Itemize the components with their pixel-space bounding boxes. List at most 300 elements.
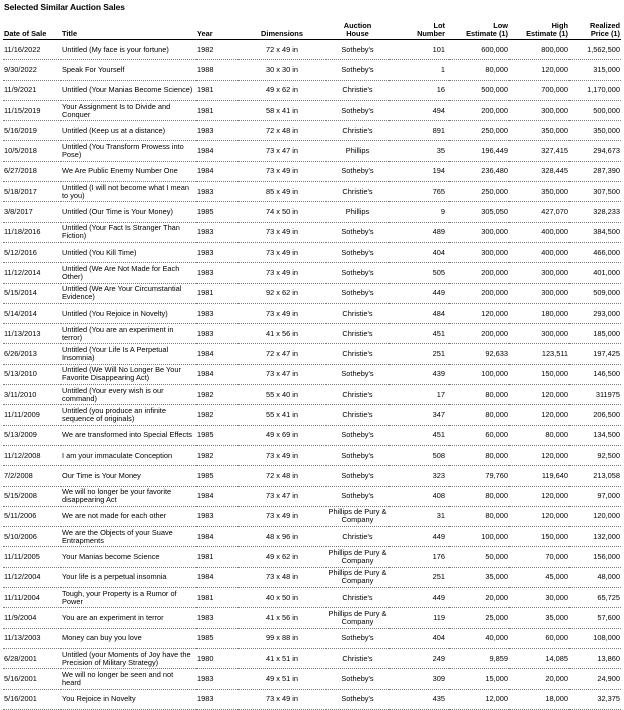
cell-low-estimate: 15,000 (449, 669, 509, 689)
cell-high-estimate: 120,000 (509, 486, 569, 506)
table-row (3, 344, 621, 364)
cell-date: 5/15/2008 (3, 486, 61, 506)
cell-dimensions: 73 x 47 in (238, 486, 326, 506)
auction-sales-table (3, 12, 621, 710)
col-low-estimate: Low Estimate (1) (449, 12, 509, 40)
cell-auction-house: Phillips (326, 202, 389, 222)
cell-realized-price: 120,000 (569, 506, 621, 526)
cell-dimensions: 49 x 62 in (238, 547, 326, 567)
cell-year: 1983 (196, 121, 238, 141)
table-row (3, 689, 621, 709)
cell-low-estimate: 25,000 (449, 608, 509, 628)
cell-dimensions: 48 x 96 in (238, 527, 326, 547)
cell-auction-house: Christie's (326, 588, 389, 608)
cell-high-estimate: 700,000 (509, 80, 569, 100)
cell-dimensions: 73 x 49 in (238, 222, 326, 242)
cell-low-estimate: 196,449 (449, 141, 509, 161)
cell-auction-house: Christie's (326, 303, 389, 323)
cell-low-estimate: 300,000 (449, 222, 509, 242)
cell-low-estimate: 79,760 (449, 466, 509, 486)
cell-year: 1982 (196, 405, 238, 425)
cell-dimensions: 73 x 49 in (238, 689, 326, 709)
cell-year: 1983 (196, 263, 238, 283)
cell-lot-number: 17 (389, 385, 449, 405)
cell-date: 9/30/2022 (3, 60, 61, 80)
cell-year: 1982 (196, 385, 238, 405)
cell-lot-number: 765 (389, 182, 449, 202)
cell-lot-number: 176 (389, 547, 449, 567)
cell-high-estimate: 18,000 (509, 689, 569, 709)
cell-realized-price: 32,375 (569, 689, 621, 709)
cell-year: 1988 (196, 60, 238, 80)
cell-year: 1983 (196, 242, 238, 262)
cell-low-estimate: 80,000 (449, 385, 509, 405)
cell-year: 1981 (196, 588, 238, 608)
cell-lot-number: 347 (389, 405, 449, 425)
table-row (3, 648, 621, 668)
cell-dimensions: 41 x 56 in (238, 324, 326, 344)
cell-title: Speak For Yourself (61, 60, 196, 80)
cell-date: 11/11/2009 (3, 405, 61, 425)
cell-realized-price: 97,000 (569, 486, 621, 506)
cell-auction-house: Christie's (326, 121, 389, 141)
cell-low-estimate: 80,000 (449, 486, 509, 506)
cell-dimensions: 73 x 49 in (238, 161, 326, 181)
cell-title: Untitled (We Are Not Made for Each Other) (61, 263, 196, 283)
cell-high-estimate: 120,000 (509, 385, 569, 405)
table-body (3, 40, 621, 710)
table-row (3, 608, 621, 628)
cell-dimensions: 40 x 50 in (238, 588, 326, 608)
cell-realized-price: 92,500 (569, 445, 621, 465)
cell-realized-price: 328,233 (569, 202, 621, 222)
page-title: Selected Similar Auction Sales (4, 2, 125, 12)
cell-low-estimate: 20,000 (449, 588, 509, 608)
cell-date: 5/10/2006 (3, 527, 61, 547)
col-date-of-sale: Date of Sale (3, 12, 61, 40)
table-row (3, 669, 621, 689)
col-title: Title (61, 12, 196, 40)
cell-auction-house: Christie's (326, 527, 389, 547)
cell-low-estimate: 50,000 (449, 547, 509, 567)
table-row (3, 80, 621, 100)
col-auction-house: Auction House (326, 12, 389, 40)
cell-date: 10/5/2018 (3, 141, 61, 161)
cell-realized-price: 500,000 (569, 100, 621, 120)
table-row (3, 527, 621, 547)
cell-year: 1985 (196, 628, 238, 648)
cell-auction-house: Phillips de Pury & Company (326, 608, 389, 628)
cell-year: 1983 (196, 182, 238, 202)
cell-lot-number: 16 (389, 80, 449, 100)
cell-low-estimate: 200,000 (449, 324, 509, 344)
cell-year: 1981 (196, 283, 238, 303)
cell-realized-price: 384,500 (569, 222, 621, 242)
cell-realized-price: 466,000 (569, 242, 621, 262)
cell-year: 1983 (196, 689, 238, 709)
cell-low-estimate: 250,000 (449, 121, 509, 141)
cell-auction-house: Sotheby's (326, 222, 389, 242)
cell-title: We are not made for each other (61, 506, 196, 526)
cell-realized-price: 307,500 (569, 182, 621, 202)
cell-date: 11/12/2008 (3, 445, 61, 465)
cell-high-estimate: 427,070 (509, 202, 569, 222)
cell-title: We are the Objects of your Suave Entrapments (61, 527, 196, 547)
cell-high-estimate: 350,000 (509, 182, 569, 202)
cell-realized-price: 206,500 (569, 405, 621, 425)
cell-title: Tough, your Property is a Rumor of Power (61, 588, 196, 608)
cell-date: 11/13/2003 (3, 628, 61, 648)
cell-lot-number: 435 (389, 689, 449, 709)
cell-year: 1985 (196, 202, 238, 222)
cell-title: Your Manias become Science (61, 547, 196, 567)
table-row (3, 60, 621, 80)
cell-realized-price: 401,000 (569, 263, 621, 283)
cell-dimensions: 72 x 49 in (238, 40, 326, 60)
cell-dimensions: 73 x 49 in (238, 506, 326, 526)
cell-high-estimate: 400,000 (509, 222, 569, 242)
cell-high-estimate: 60,000 (509, 628, 569, 648)
cell-title: Untitled (You Rejoice in Novelty) (61, 303, 196, 323)
cell-year: 1980 (196, 648, 238, 668)
cell-title: We Are Public Enemy Number One (61, 161, 196, 181)
table-row (3, 100, 621, 120)
cell-title: Your Assignment Is to Divide and Conquer (61, 100, 196, 120)
cell-high-estimate: 800,000 (509, 40, 569, 60)
cell-dimensions: 72 x 48 in (238, 466, 326, 486)
cell-lot-number: 35 (389, 141, 449, 161)
cell-title: Untitled (We Will No Longer Be Your Favorite Disappearing Act) (61, 364, 196, 384)
cell-auction-house: Phillips (326, 141, 389, 161)
cell-high-estimate: 300,000 (509, 283, 569, 303)
cell-auction-house: Phillips de Pury & Company (326, 547, 389, 567)
cell-lot-number: 408 (389, 486, 449, 506)
cell-lot-number: 449 (389, 527, 449, 547)
cell-auction-house: Phillips de Pury & Company (326, 567, 389, 587)
cell-auction-house: Sotheby's (326, 628, 389, 648)
cell-date: 5/14/2014 (3, 303, 61, 323)
cell-date: 11/9/2021 (3, 80, 61, 100)
cell-title: Untitled (Keep us at a distance) (61, 121, 196, 141)
cell-title: Our Time is Your Money (61, 466, 196, 486)
cell-auction-house: Sotheby's (326, 60, 389, 80)
cell-high-estimate: 30,000 (509, 588, 569, 608)
cell-lot-number: 251 (389, 344, 449, 364)
cell-date: 6/26/2013 (3, 344, 61, 364)
cell-date: 5/11/2006 (3, 506, 61, 526)
cell-dimensions: 92 x 62 in (238, 283, 326, 303)
table-row (3, 445, 621, 465)
cell-realized-price: 509,000 (569, 283, 621, 303)
cell-realized-price: 315,000 (569, 60, 621, 80)
cell-low-estimate: 80,000 (449, 60, 509, 80)
cell-date: 11/15/2019 (3, 100, 61, 120)
cell-date: 5/16/2019 (3, 121, 61, 141)
cell-auction-house: Sotheby's (326, 283, 389, 303)
cell-title: Your life is a perpetual insomnia (61, 567, 196, 587)
cell-low-estimate: 600,000 (449, 40, 509, 60)
cell-dimensions: 74 x 50 in (238, 202, 326, 222)
cell-realized-price: 287,390 (569, 161, 621, 181)
cell-lot-number: 508 (389, 445, 449, 465)
cell-high-estimate: 327,415 (509, 141, 569, 161)
cell-auction-house: Sotheby's (326, 100, 389, 120)
cell-dimensions: 72 x 48 in (238, 121, 326, 141)
cell-low-estimate: 305,050 (449, 202, 509, 222)
cell-auction-house: Sotheby's (326, 669, 389, 689)
table-row (3, 303, 621, 323)
table-row (3, 222, 621, 242)
cell-low-estimate: 300,000 (449, 242, 509, 262)
cell-realized-price: 48,000 (569, 567, 621, 587)
cell-auction-house: Sotheby's (326, 161, 389, 181)
cell-auction-house: Christie's (326, 405, 389, 425)
table-row (3, 182, 621, 202)
cell-realized-price: 13,860 (569, 648, 621, 668)
cell-date: 11/16/2022 (3, 40, 61, 60)
cell-dimensions: 73 x 49 in (238, 303, 326, 323)
cell-lot-number: 101 (389, 40, 449, 60)
table-row (3, 466, 621, 486)
cell-high-estimate: 70,000 (509, 547, 569, 567)
cell-title: Untitled (You are an experiment in terror) (61, 324, 196, 344)
cell-date: 11/11/2005 (3, 547, 61, 567)
cell-high-estimate: 120,000 (509, 405, 569, 425)
cell-date: 5/18/2017 (3, 182, 61, 202)
cell-auction-house: Sotheby's (326, 242, 389, 262)
cell-date: 5/13/2009 (3, 425, 61, 445)
cell-high-estimate: 120,000 (509, 445, 569, 465)
cell-year: 1984 (196, 527, 238, 547)
cell-auction-house: Sotheby's (326, 364, 389, 384)
cell-low-estimate: 92,633 (449, 344, 509, 364)
cell-title: Untitled (I will not become what I mean to you) (61, 182, 196, 202)
cell-lot-number: 404 (389, 628, 449, 648)
cell-dimensions: 49 x 69 in (238, 425, 326, 445)
table-row (3, 385, 621, 405)
cell-title: We will no longer be seen and not heard (61, 669, 196, 689)
col-dimensions: Dimensions (238, 12, 326, 40)
cell-date: 5/15/2014 (3, 283, 61, 303)
cell-lot-number: 404 (389, 242, 449, 262)
table-row (3, 588, 621, 608)
cell-lot-number: 449 (389, 283, 449, 303)
cell-lot-number: 449 (389, 588, 449, 608)
cell-year: 1981 (196, 547, 238, 567)
cell-year: 1983 (196, 222, 238, 242)
table-row (3, 121, 621, 141)
cell-year: 1983 (196, 303, 238, 323)
cell-year: 1981 (196, 100, 238, 120)
cell-lot-number: 439 (389, 364, 449, 384)
cell-high-estimate: 20,000 (509, 669, 569, 689)
cell-low-estimate: 200,000 (449, 283, 509, 303)
cell-title: I am your immaculate Conception (61, 445, 196, 465)
cell-year: 1984 (196, 161, 238, 181)
cell-year: 1983 (196, 608, 238, 628)
cell-dimensions: 73 x 47 in (238, 141, 326, 161)
cell-high-estimate: 300,000 (509, 100, 569, 120)
table-row (3, 40, 621, 60)
cell-title: Untitled (We Are Your Circumstantial Evidence) (61, 283, 196, 303)
cell-title: Money can buy you love (61, 628, 196, 648)
cell-lot-number: 31 (389, 506, 449, 526)
cell-year: 1982 (196, 445, 238, 465)
cell-low-estimate: 236,480 (449, 161, 509, 181)
cell-realized-price: 213,058 (569, 466, 621, 486)
cell-year: 1981 (196, 80, 238, 100)
cell-realized-price: 24,900 (569, 669, 621, 689)
cell-dimensions: 41 x 56 in (238, 608, 326, 628)
cell-low-estimate: 35,000 (449, 567, 509, 587)
cell-dimensions: 41 x 51 in (238, 648, 326, 668)
cell-auction-house: Sotheby's (326, 445, 389, 465)
cell-lot-number: 309 (389, 669, 449, 689)
cell-lot-number: 1 (389, 60, 449, 80)
cell-high-estimate: 328,445 (509, 161, 569, 181)
cell-year: 1984 (196, 364, 238, 384)
cell-title: Untitled (Your Life Is A Perpetual Insomnia) (61, 344, 196, 364)
table-row (3, 263, 621, 283)
cell-date: 7/2/2008 (3, 466, 61, 486)
cell-high-estimate: 120,000 (509, 506, 569, 526)
cell-lot-number: 451 (389, 324, 449, 344)
cell-lot-number: 9 (389, 202, 449, 222)
col-high-estimate: High Estimate (1) (509, 12, 569, 40)
cell-high-estimate: 300,000 (509, 263, 569, 283)
cell-auction-house: Sotheby's (326, 466, 389, 486)
cell-lot-number: 323 (389, 466, 449, 486)
table-row (3, 547, 621, 567)
cell-date: 11/9/2004 (3, 608, 61, 628)
cell-auction-house: Sotheby's (326, 40, 389, 60)
cell-dimensions: 55 x 40 in (238, 385, 326, 405)
cell-dimensions: 73 x 47 in (238, 364, 326, 384)
table-row (3, 364, 621, 384)
table-header (3, 12, 621, 40)
cell-dimensions: 73 x 49 in (238, 242, 326, 262)
cell-auction-house: Sotheby's (326, 486, 389, 506)
cell-low-estimate: 80,000 (449, 405, 509, 425)
cell-high-estimate: 350,000 (509, 121, 569, 141)
cell-dimensions: 73 x 49 in (238, 445, 326, 465)
cell-realized-price: 132,000 (569, 527, 621, 547)
cell-dimensions: 73 x 48 in (238, 567, 326, 587)
cell-date: 6/27/2018 (3, 161, 61, 181)
cell-title: Untitled (your Moments of Joy have the Precision of Military Strategy) (61, 648, 196, 668)
cell-realized-price: 1,170,000 (569, 80, 621, 100)
cell-auction-house: Christie's (326, 648, 389, 668)
cell-realized-price: 185,000 (569, 324, 621, 344)
cell-year: 1984 (196, 344, 238, 364)
cell-dimensions: 99 x 88 in (238, 628, 326, 648)
cell-high-estimate: 123,511 (509, 344, 569, 364)
cell-auction-house: Christie's (326, 182, 389, 202)
cell-realized-price: 311975 (569, 385, 621, 405)
cell-lot-number: 505 (389, 263, 449, 283)
cell-title: Untitled (Our Time is Your Money) (61, 202, 196, 222)
cell-title: Untitled (You Transform Prowess into Pose) (61, 141, 196, 161)
cell-low-estimate: 12,000 (449, 689, 509, 709)
table-row (3, 567, 621, 587)
cell-title: Untitled (You Kill Time) (61, 242, 196, 262)
cell-lot-number: 194 (389, 161, 449, 181)
table-row (3, 506, 621, 526)
cell-low-estimate: 500,000 (449, 80, 509, 100)
cell-date: 3/8/2017 (3, 202, 61, 222)
table-row (3, 161, 621, 181)
cell-lot-number: 451 (389, 425, 449, 445)
cell-date: 5/16/2001 (3, 669, 61, 689)
cell-high-estimate: 80,000 (509, 425, 569, 445)
cell-lot-number: 484 (389, 303, 449, 323)
cell-high-estimate: 45,000 (509, 567, 569, 587)
cell-title: You Rejoice in Novelty (61, 689, 196, 709)
cell-low-estimate: 9,859 (449, 648, 509, 668)
cell-year: 1984 (196, 141, 238, 161)
cell-dimensions: 73 x 49 in (238, 263, 326, 283)
cell-date: 11/12/2004 (3, 567, 61, 587)
cell-title: Untitled (Your Manias Become Science) (61, 80, 196, 100)
cell-low-estimate: 200,000 (449, 263, 509, 283)
cell-date: 5/13/2010 (3, 364, 61, 384)
cell-high-estimate: 35,000 (509, 608, 569, 628)
cell-title: We are transformed into Special Effects (61, 425, 196, 445)
cell-realized-price: 108,000 (569, 628, 621, 648)
cell-high-estimate: 150,000 (509, 527, 569, 547)
cell-low-estimate: 200,000 (449, 100, 509, 120)
cell-dimensions: 30 x 30 in (238, 60, 326, 80)
table-row (3, 141, 621, 161)
cell-date: 3/11/2010 (3, 385, 61, 405)
table-row (3, 202, 621, 222)
cell-realized-price: 197,425 (569, 344, 621, 364)
cell-low-estimate: 120,000 (449, 303, 509, 323)
cell-low-estimate: 100,000 (449, 527, 509, 547)
cell-dimensions: 72 x 47 in (238, 344, 326, 364)
cell-date: 11/12/2014 (3, 263, 61, 283)
cell-title: Untitled (you produce an infinite sequence of originals) (61, 405, 196, 425)
cell-date: 6/28/2001 (3, 648, 61, 668)
cell-dimensions: 55 x 41 in (238, 405, 326, 425)
cell-low-estimate: 80,000 (449, 506, 509, 526)
cell-high-estimate: 14,085 (509, 648, 569, 668)
table-row (3, 628, 621, 648)
cell-high-estimate: 120,000 (509, 60, 569, 80)
cell-realized-price: 294,673 (569, 141, 621, 161)
cell-auction-house: Christie's (326, 324, 389, 344)
table-row (3, 242, 621, 262)
cell-auction-house: Christie's (326, 385, 389, 405)
cell-title: You are an experiment in terror (61, 608, 196, 628)
cell-realized-price: 57,600 (569, 608, 621, 628)
cell-realized-price: 156,000 (569, 547, 621, 567)
cell-year: 1983 (196, 324, 238, 344)
cell-low-estimate: 40,000 (449, 628, 509, 648)
cell-auction-house: Sotheby's (326, 425, 389, 445)
cell-high-estimate: 300,000 (509, 324, 569, 344)
cell-year: 1984 (196, 567, 238, 587)
col-lot-number: Lot Number (389, 12, 449, 40)
cell-realized-price: 65,725 (569, 588, 621, 608)
cell-realized-price: 350,000 (569, 121, 621, 141)
cell-year: 1985 (196, 425, 238, 445)
cell-date: 11/11/2004 (3, 588, 61, 608)
cell-realized-price: 134,500 (569, 425, 621, 445)
cell-low-estimate: 60,000 (449, 425, 509, 445)
cell-title: Untitled (Your Fact Is Stranger Than Fiction) (61, 222, 196, 242)
cell-high-estimate: 400,000 (509, 242, 569, 262)
